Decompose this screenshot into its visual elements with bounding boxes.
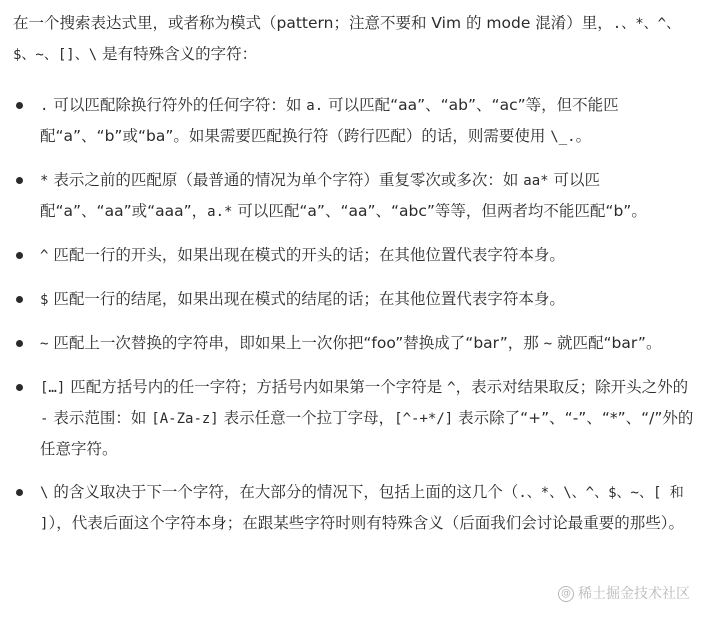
bullet-icon <box>16 102 23 109</box>
text-run: 表示之前的匹配原（最普通的情况为单个字符）重复零次或多次：如 <box>48 171 524 189</box>
inline-code: [A-Za-z] <box>151 411 219 427</box>
text-run: 匹配上一次替换的字符串，即如果上一次你把“foo”替换成了“bar”，那 <box>48 334 544 352</box>
text-run: 表示范围：如 <box>48 409 152 427</box>
watermark <box>558 585 690 603</box>
text-run: ，表示对结果取反；除开头之外的 <box>455 378 689 396</box>
list-item <box>0 372 708 464</box>
text-run: 可以匹配“a”、“aa”或“aaa”， <box>40 171 601 220</box>
inline-code: ^ <box>40 248 49 264</box>
text-run: ），代表后面这个字符本身；在跟某些字符时则有特殊含义（后面我们会讨论最重要的那些）。 <box>48 514 684 532</box>
text-run: 可以匹配“a”、“aa”、“abc”等等，但两者均不能匹配“b”。 <box>232 202 647 220</box>
text-run: 可以匹配“aa”、“ab”、“ac”等，但不能匹配“a”、“b”或“ba”。如果需要匹配换行符（跨行匹配）的话，则需要使用 <box>40 96 619 145</box>
text-run: 匹配一行的结尾，如果出现在模式的结尾的话；在其他位置代表字符本身。 <box>48 290 565 308</box>
inline-code: ^ <box>447 380 456 396</box>
inline-code: \ <box>40 485 49 501</box>
inline-code: [^-+*/] <box>394 411 454 427</box>
text-run: 在一个搜索表达式里，或者称为模式（pattern；注意不要和 Vim 的 mode 混淆）里， <box>13 14 613 32</box>
inline-code: a. <box>306 98 324 114</box>
watermark-text: 稀土掘金技术社区 <box>578 586 690 602</box>
special-characters-list <box>0 90 708 539</box>
inline-code: - <box>40 411 49 427</box>
list-item <box>0 284 708 315</box>
text-run: 的含义取决于下一个字符，在大部分的情况下，包括上面的这几个（ <box>48 483 519 501</box>
list-item <box>0 328 708 359</box>
inline-code: ~ <box>40 336 49 352</box>
list-item <box>0 477 708 539</box>
list-item <box>0 240 708 271</box>
text-run: 就匹配“bar”。 <box>552 334 662 352</box>
bullet-icon <box>16 384 23 391</box>
text-run: 是有特殊含义的字符： <box>97 45 258 63</box>
inline-code: .、*、^、$、~、[]、\ <box>13 16 681 63</box>
inline-code: ~ <box>543 336 553 352</box>
bullet-icon <box>16 296 23 303</box>
inline-code: * <box>40 173 49 189</box>
bullet-icon <box>16 489 23 496</box>
inline-code: a.* <box>207 204 233 220</box>
text-run: 匹配方括号内的任一字符；方括号内如果第一个字符是 <box>65 378 448 396</box>
bullet-icon <box>16 252 23 259</box>
at-icon: @ <box>558 586 574 602</box>
text-run: 匹配一行的开头，如果出现在模式的开头的话；在其他位置代表字符本身。 <box>48 246 565 264</box>
text-run: 表示任意一个拉丁字母， <box>218 409 395 427</box>
inline-code: […] <box>40 380 66 396</box>
text-run: 可以匹配除换行符外的任何字符：如 <box>48 96 307 114</box>
intro-paragraph <box>13 8 698 70</box>
text-run: 。 <box>575 127 592 145</box>
list-item <box>0 90 708 152</box>
bullet-icon <box>16 177 23 184</box>
bullet-icon <box>16 340 23 347</box>
inline-code: aa* <box>523 173 549 189</box>
inline-code: .、*、\、^、$、~、[ 和 ] <box>40 485 684 532</box>
list-item <box>0 165 708 227</box>
inline-code: $ <box>40 292 49 308</box>
inline-code: \_. <box>550 129 576 145</box>
text-run: 表示除了“+”、“-”、“*”、“/”外的任意字符。 <box>40 409 694 458</box>
inline-code: . <box>40 98 49 114</box>
